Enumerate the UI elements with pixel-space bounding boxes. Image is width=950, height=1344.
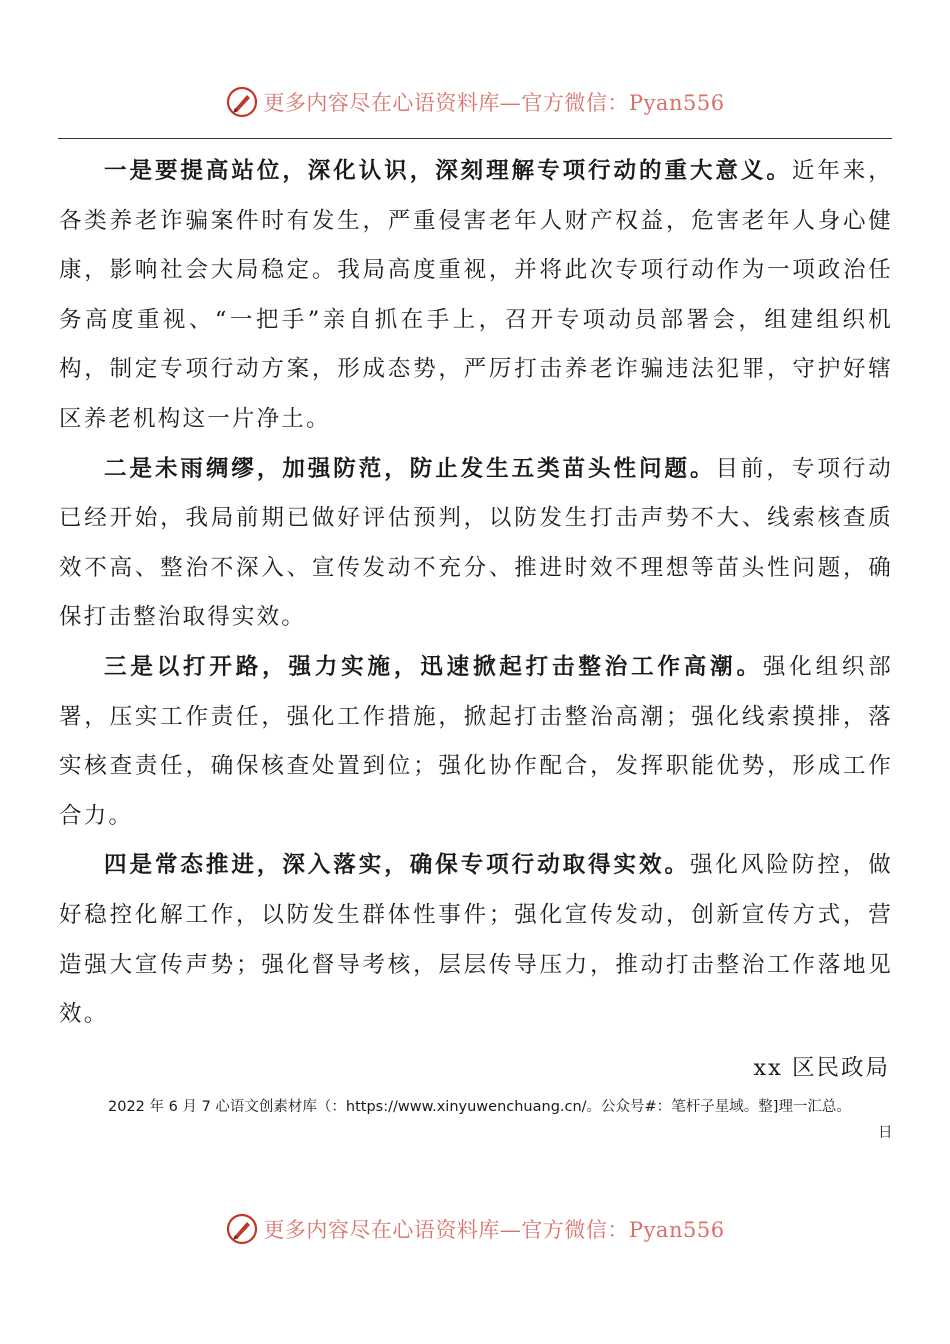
paragraph-2: [59, 445, 893, 643]
paragraph-lead: 四是常态推进，深入落实，确保专项行动取得实效。: [104, 852, 690, 879]
pen-logo-icon: [225, 1212, 259, 1246]
paragraph-lead: 一是要提高站位，深化认识，深刻理解专项行动的重大意义。: [104, 158, 792, 184]
document-body: [59, 147, 893, 1040]
footer-banner: [0, 1209, 950, 1249]
paragraph-text: 近年来，各类养老诈骗案件时有发生，严重侵害老年人财产权益，危害老年人身心健康，影响社会大局稳定。我局高度重视，并将此次专项行动作为一项政治任务高度重视、“一把手”亲自抓在手上，召开专项动员部署会，组建组织机构，制定专项行动方案，形成态势，严厉打击养老诈骗违法犯罪，守护好辖区养老机构这一片净土。: [59, 158, 893, 432]
paragraph-3: [59, 643, 893, 841]
footer-date-line: 2022 年 6 月 7 心语文创素材库（：https://www.xinyuwenchuang.cn/。公众号#：笔杆子星域。整]理一汇总。: [108, 1099, 851, 1115]
footer-day: 日: [878, 1125, 893, 1141]
paragraph-4: [59, 841, 893, 1039]
paragraph-text: 目前，专项行动已经开始，我局前期已做好评估预判，以防发生打击声势不大、线索核查质效不高、整治不深入、宣传发动不充分、推进时效不理想等苗头性问题，确保打击整治取得实效。: [59, 455, 893, 631]
paragraph-lead: 二是未雨绸缪，加强防范，防止发生五类苗头性问题。: [104, 455, 716, 482]
banner-text: 更多内容尽在心语资料库—官方微信：Pyan556: [263, 91, 725, 115]
pen-logo-icon: [225, 85, 259, 119]
header-banner: [0, 82, 950, 122]
paragraph-text: 强化风险防控，做好稳控化解工作，以防发生群体性事件；强化宣传发动，创新宣传方式，营造强大宣传声势；强化督导考核，层层传导压力，推动打击整治工作落地见效。: [59, 852, 893, 1028]
paragraph-1: [59, 147, 893, 445]
paragraph-lead: 三是以打开路，强力实施，迅速掀起打击整治工作高潮。: [104, 653, 763, 680]
header-rule: [58, 138, 892, 139]
signature: xx 区民政局: [753, 1055, 890, 1081]
banner-text: 更多内容尽在心语资料库—官方微信：Pyan556: [263, 1218, 725, 1242]
paragraph-text: 强化组织部署，压实工作责任，强化工作措施，掀起打击整治高潮；强化线索摸排，落实核查责任，确保核查处置到位；强化协作配合，发挥职能优势，形成工作合力。: [59, 653, 893, 829]
